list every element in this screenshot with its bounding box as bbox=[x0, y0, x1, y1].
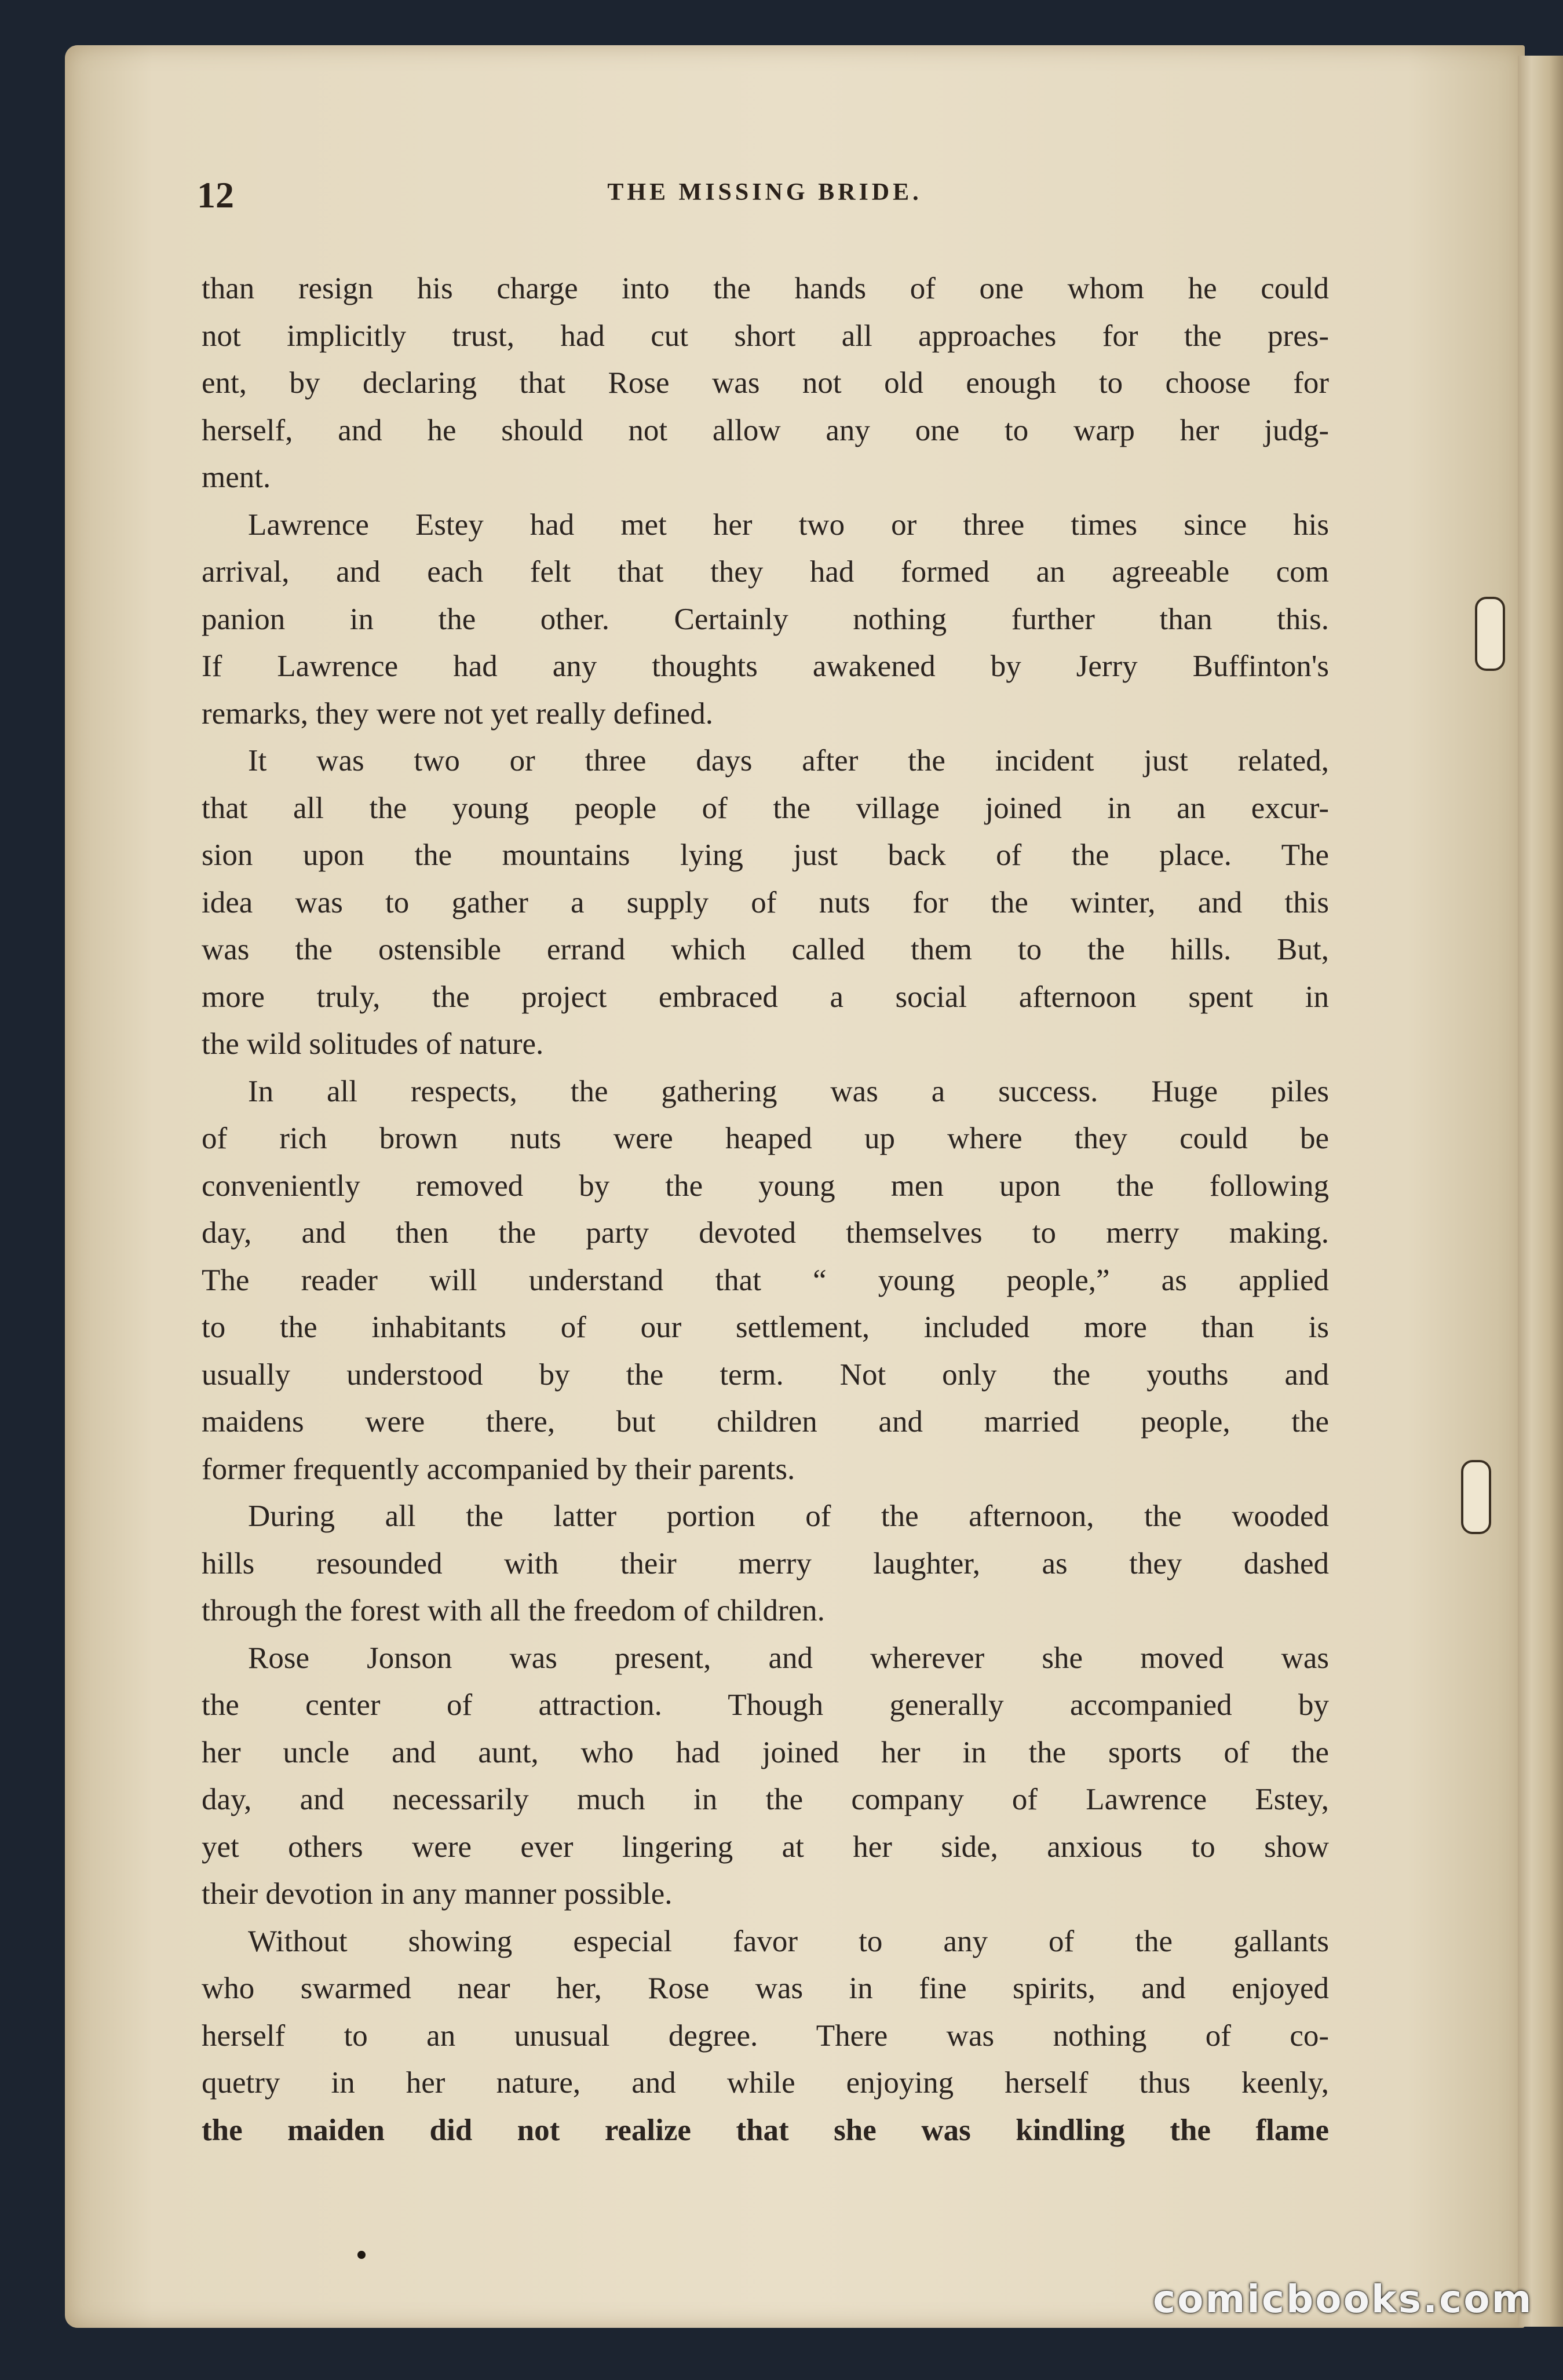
text-line: In all respects, the gathering was a success. Huge piles bbox=[248, 1074, 1329, 1108]
text-line: more truly, the project embraced a social afternoon spent in bbox=[202, 980, 1329, 1014]
text-line: Lawrence Estey had met her two or three times since his bbox=[248, 508, 1329, 542]
watermark: comicbooks.com bbox=[1153, 2277, 1533, 2321]
text-line: day, and necessarily much in the company of Lawrence Estey, bbox=[202, 1783, 1329, 1816]
running-head: THE MISSING BRIDE. bbox=[607, 179, 922, 206]
text-line: the wild solitudes of nature. bbox=[202, 1027, 544, 1061]
text-line: ment. bbox=[202, 461, 271, 494]
text-line: usually understood by the term. Not only the youths and bbox=[202, 1357, 1329, 1392]
text-line: former frequently accompanied by their parents. bbox=[202, 1452, 795, 1486]
text-line: The reader will understand that “ young people,” as applied bbox=[202, 1263, 1329, 1297]
page-number: 12 bbox=[197, 174, 234, 216]
text-line: yet others were ever lingering at her side, anxious to show bbox=[202, 1830, 1329, 1864]
page-edge bbox=[1518, 56, 1563, 2327]
text-line: panion in the other. Certainly nothing further than this. bbox=[202, 602, 1329, 636]
binding-tab bbox=[1475, 597, 1505, 671]
text-line: was the ostensible errand which called them to the hills. But, bbox=[202, 933, 1329, 966]
binding-tab bbox=[1461, 1460, 1491, 1534]
text-line: day, and then the party devoted themselves to merry making. bbox=[202, 1216, 1329, 1250]
text-line: the center of attraction. Though generally accompanied by bbox=[202, 1688, 1329, 1722]
text-line: maidens were there, but children and married people, the bbox=[202, 1405, 1329, 1439]
text-line: ent, by declaring that Rose was not old enough to choose for bbox=[202, 366, 1329, 400]
text-line: their devotion in any manner possible. bbox=[202, 1877, 673, 1911]
text-line: through the forest with all the freedom of children. bbox=[202, 1594, 825, 1627]
text-line: During all the latter portion of the afternoon, the wooded bbox=[248, 1499, 1329, 1533]
text-line: her uncle and aunt, who had joined her in the sports of the bbox=[202, 1735, 1329, 1769]
text-line: idea was to gather a supply of nuts for the winter, and this bbox=[202, 885, 1329, 919]
text-line: hills resounded with their merry laughter, as they dashed bbox=[202, 1546, 1329, 1580]
text-line: of rich brown nuts were heaped up where they could be bbox=[202, 1122, 1329, 1155]
text-line: the maiden did not realize that she was kindling the flame bbox=[202, 2113, 1329, 2147]
page-header bbox=[197, 174, 1332, 220]
text-line: Rose Jonson was present, and wherever she moved was bbox=[248, 1641, 1329, 1675]
text-line: not implicitly trust, had cut short all approaches for the pres- bbox=[202, 319, 1329, 353]
text-line: quetry in her nature, and while enjoying herself thus keenly, bbox=[202, 2066, 1329, 2100]
text-line: remarks, they were not yet really defined. bbox=[202, 696, 713, 731]
ink-dot bbox=[357, 2251, 366, 2259]
text-line: herself, and he should not allow any one to warp her judg- bbox=[202, 413, 1329, 447]
text-line: to the inhabitants of our settlement, included more than is bbox=[202, 1311, 1329, 1344]
text-line: arrival, and each felt that they had formed an agreeable com bbox=[202, 555, 1329, 589]
text-line: If Lawrence had any thoughts awakened by Jerry Buffinton's bbox=[202, 649, 1329, 683]
text-line: who swarmed near her, Rose was in fine spirits, and enjoyed bbox=[202, 1972, 1329, 2005]
text-line: herself to an unusual degree. There was nothing of co- bbox=[202, 2018, 1329, 2053]
text-line: than resign his charge into the hands of one whom he could bbox=[202, 272, 1329, 305]
text-line: that all the young people of the village joined in an excur- bbox=[202, 791, 1329, 825]
body-text bbox=[202, 265, 1329, 2154]
text-line: Without showing especial favor to any of the gallants bbox=[248, 1924, 1329, 1958]
text-line: sion upon the mountains lying just back of the place. The bbox=[202, 838, 1329, 872]
text-line: It was two or three days after the incident just related, bbox=[248, 744, 1329, 777]
text-line: conveniently removed by the young men upon the following bbox=[202, 1169, 1329, 1203]
